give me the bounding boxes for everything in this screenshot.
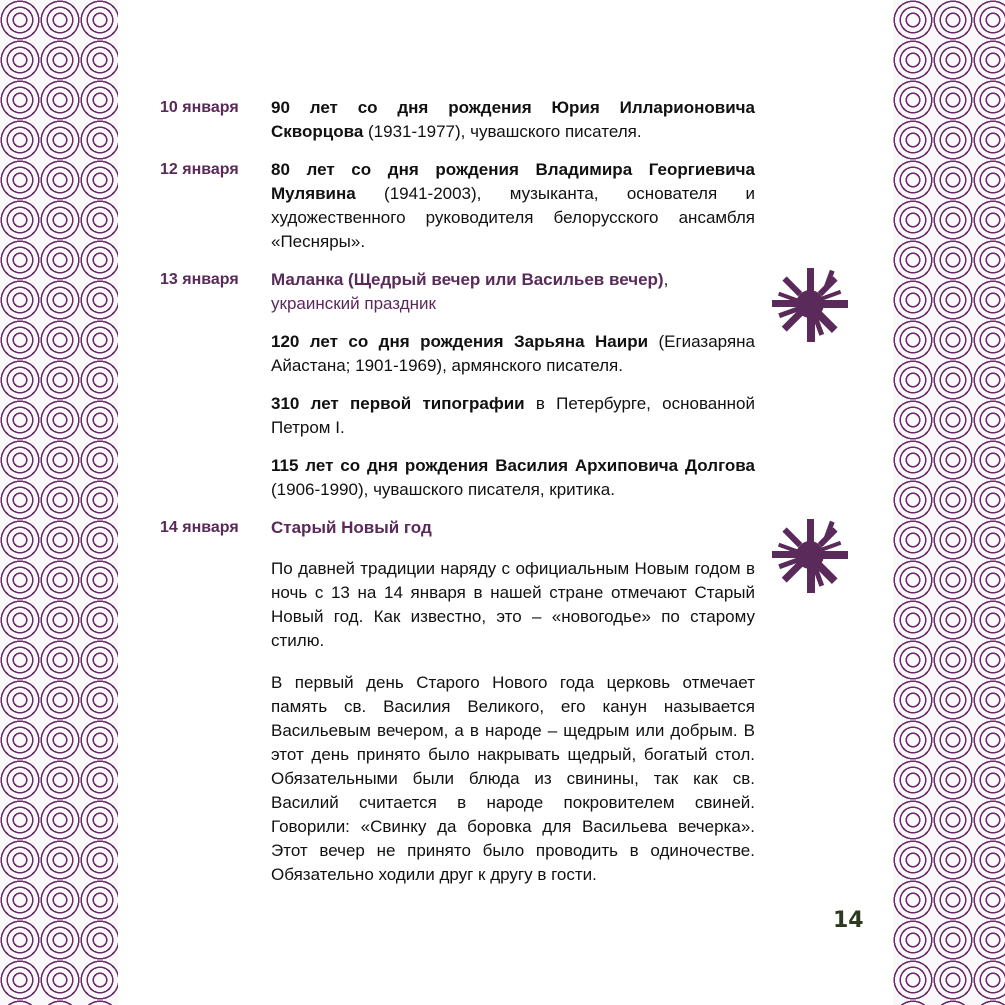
- entry-details: (Егиазаряна Айастана; 1901-1969), армянского писателя.: [271, 332, 755, 375]
- entry-text: [271, 516, 755, 540]
- entry-text: [271, 268, 755, 316]
- calendar-entry-12-jan: [160, 158, 760, 254]
- entry-text: [271, 158, 755, 254]
- old-new-year-paragraph-1: По давней традиции наряду с официальным Новым годом в ночь с 13 на 14 января в нашей стране отмечают Старый Новый год. Как известно, это – «новогодье» по старому стилю.: [271, 559, 755, 650]
- entry-text: [271, 392, 755, 440]
- entry-text: [271, 330, 755, 378]
- entry-text: [271, 96, 755, 144]
- entry-details: (1931-1977), чувашского писателя.: [363, 122, 642, 141]
- holiday-description: украинский праздник: [271, 294, 436, 313]
- calendar-entry-dolgov: [271, 454, 760, 502]
- entry-details: в Петербурге, основанной Петром I.: [271, 394, 755, 437]
- radial-burst-emblem-icon: [769, 263, 851, 345]
- entry-headline: 310 лет первой типографии: [271, 394, 525, 413]
- calendar-entry-typography: [271, 392, 760, 440]
- entry-date: 12 января: [160, 161, 239, 178]
- entry-details: (1941-2003), музыканта, основателя и художественного руководителя белорусского ансамбля «Песняры».: [271, 184, 755, 251]
- entry-date: 14 января: [160, 519, 239, 536]
- entry-details: (1906-1990), чувашского писателя, критика.: [271, 480, 615, 499]
- calendar-entry-zaryan: [271, 330, 760, 378]
- entry-headline: 115 лет со дня рождения Василия Архиповича Долгова: [271, 456, 755, 475]
- entry-headline: 80 лет со дня рождения Владимира Георгиевича Мулявина: [271, 160, 755, 203]
- entry-headline: 90 лет со дня рождения Юрия Илларионовича Скворцова: [271, 98, 755, 141]
- radial-burst-emblem-icon: [769, 514, 851, 596]
- right-ornament-border: [893, 0, 1005, 1005]
- entry-headline: 120 лет со дня рождения Зарьяна Наири: [271, 332, 649, 351]
- calendar-entry-13-jan: [160, 268, 760, 316]
- holiday-title: Маланка (Щедрый вечер или Васильев вечер): [271, 270, 664, 289]
- page-number: 14: [833, 908, 864, 933]
- old-new-year-paragraph-2: В первый день Старого Нового года церковь отмечает память св. Василия Великого, его канун называется Васильевым вечером, а в народе – щедрым или добрым. В этот день принято было накрывать щедрый, богатый стол. Обязательными были блюда из свинины, так как св. Василий считается в народе покровителем свиней. Говорили: «Свинку да боровка для Васильева вечерка». Этот вечер не принято было проводить в одиночестве. Обязательно ходили друг к другу в гости.: [271, 673, 755, 884]
- calendar-content: [160, 96, 760, 905]
- calendar-entry-14-jan: [160, 516, 760, 540]
- entry-date: 10 января: [160, 99, 239, 116]
- holiday-title: Старый Новый год: [271, 518, 432, 537]
- holiday-title-comma: ,: [663, 270, 669, 289]
- left-ornament-border: [0, 0, 118, 1005]
- entry-text: [271, 454, 755, 502]
- calendar-entry-10-jan: [160, 96, 760, 144]
- entry-date: 13 января: [160, 271, 239, 288]
